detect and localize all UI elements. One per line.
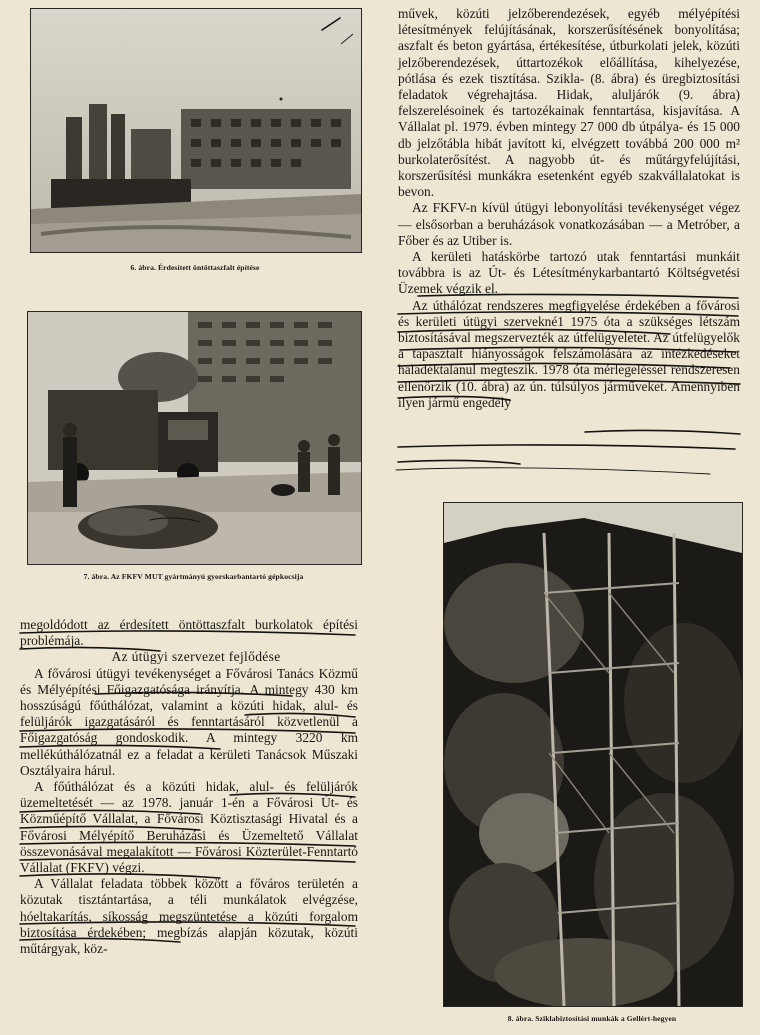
left-column: [20, 617, 358, 957]
figure-7-caption: 7. ábra. Az FKFV MUT gyártmányú gyorskarbantartó gépkocsija: [83, 572, 304, 581]
right-column: [398, 6, 740, 411]
figure-6-caption: 6. ábra. Érdesített öntöttaszfalt építése: [130, 263, 260, 272]
left-paragraph: A fővárosi útügyi tevékenységet a Fővárosi Tanács Közmű és Mélyépítési Főigazgatósága irányítja. A mintegy 430 km hosszúságú főúthálózat, valamint a közúti hidak, alul- és felüljárók igazgatásáról és fenntartásáról közvetlenül a Főigazgatóság gondoskodik. A mintegy 3220 km mellékúthálózatnál ez a feladat a kerületi Tanácsok Műszaki Osztályaira hárul.: [20, 665, 358, 778]
figure-8-photo: [443, 502, 743, 1007]
right-paragraph: A kerületi hatáskörbe tartozó utak fenntartási munkáit továbbra is az Út- és Létesítménykarbantartó Költségvetési Üzemek végzik el.: [398, 249, 740, 297]
section-heading: Az útügyi szervezet fejlődése: [111, 649, 281, 665]
left-paragraph: A Vállalat feladata többek között a főváros területén a közutak tisztántartása, a téli munkálatok elvégzése, hóeltakarítás, síkosság megszüntetése a közúti forgalom biztosítása érdekében; megbízás alapján közutak, közúti műtárgyak, köz-: [20, 876, 358, 957]
figure-6-photo: [30, 8, 362, 253]
left-paragraph: A főúthálózat és a közúti hidak, alul- és felüljárók üzemeltetését — az 1978. január 1-én a Fővárosi Út- és Közműépítő Vállalat, a Fővárosi Köztisztasági Hivatal és a Fővárosi Mélyépítő Beruházási és Üzemeltető Vállalat összevonásával megalakított — Fővárosi Közterület-Fenntartó Vállalat (FKFV) végzi.: [20, 779, 358, 876]
figure-7-photo: [27, 311, 362, 565]
left-intro-text: megoldódott az érdesített öntöttaszfalt burkolatok építési problémája.: [20, 617, 358, 649]
figure-8-caption: 8. ábra. Sziklabiztosítási munkák a Gellért-hegyen: [507, 1014, 677, 1023]
right-paragraph: Az úthálózat rendszeres megfigyelése érdekében a fővárosi és kerületi útügyi szervekné1 1975 óta a szükséges létszám biztosításával megszervezték az útfelügyeletet. Az útfelügyelők a tapasztalt hiányosságok felszámolására az intézkedéseket haladéktalanul megteszik. 1978 óta mérlegeléssel rendszeresen ellenőrzik (10. ábra) az ún. túlsúlyos járműveket. Amennyiben ilyen jármű engedély: [398, 297, 740, 410]
right-paragraph: művek, közúti jelzőberendezések, egyéb mélyépítési létesítmények felújításának, korszerűsítésének bonyolítása; aszfalt és beton gyártása, értékesítése, útburkolati jelek, közúti jelzőberendezések, úttartozékok előállítása, kihelyezése, pótlása és ezek tisztítása. Szikla- (8. ábra) és üregbiztosítási feladatok végrehajtása. Hidak, aluljárók (9. ábra) felszerelésoinek és tartozékainak fenntartása, kisjavítása. A Vállalat pl. 1979. évben mintegy 27 000 db útpálya- és 15 000 db jelzőtábla hibát javított ki, elvégzett továbbá 200 000 m² burkolaterősítést. A nagyobb út- és műtárgyfelújítási, korszerűsítési munkákra esetenként egyéb szakvállalatokat is bevon.: [398, 6, 740, 200]
right-paragraph: Az FKFV-n kívül útügyi lebonyolítási tevékenységet végez — elsősorban a beruházások vonatkozásában — a Metróber, a Főber és az Utiber is.: [398, 200, 740, 248]
